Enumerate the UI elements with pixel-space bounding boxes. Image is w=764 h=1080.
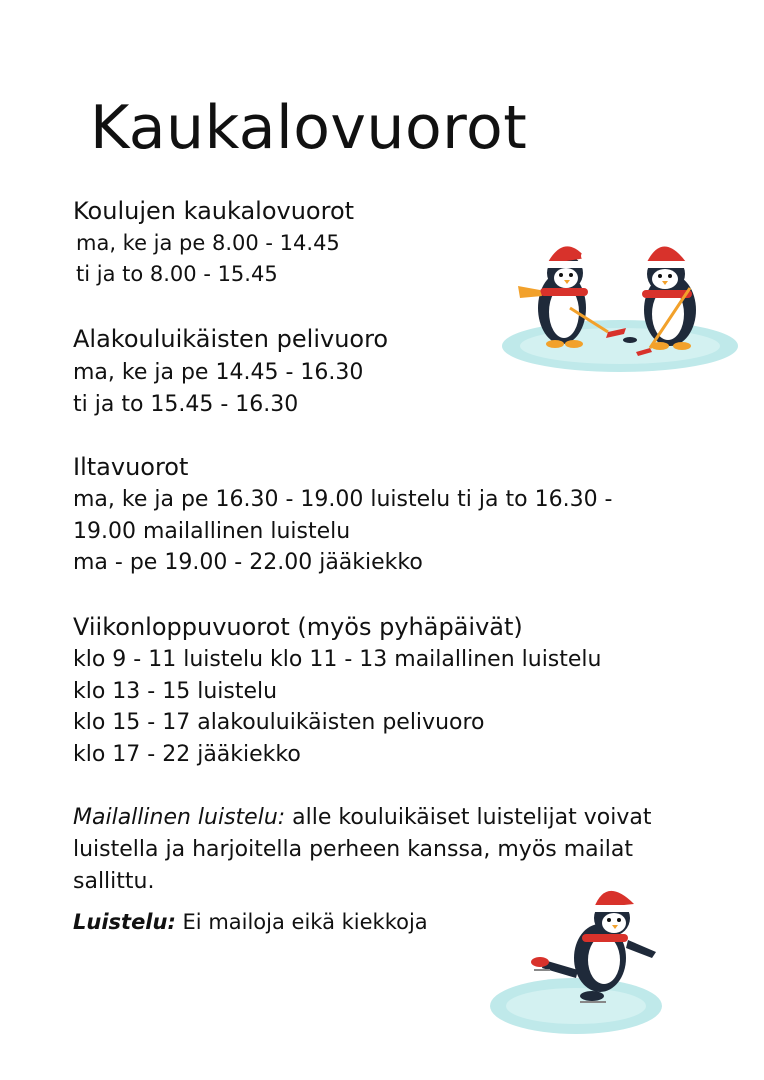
section-line: ma, ke ja pe 8.00 - 14.45 bbox=[76, 231, 340, 255]
note-mailallinen-text: alle kouluikäiset luistelijat voivat luistella ja harjoitella perheen kanssa, myös mailat sallittu. bbox=[73, 805, 652, 894]
note-mailallinen-label: Mailallinen luistelu: bbox=[73, 805, 286, 830]
note-luistelu-text: Ei mailoja eikä kiekkoja bbox=[175, 910, 428, 934]
section-heading-alakoulu: Alakouluikäisten pelivuoro bbox=[73, 325, 389, 353]
section-heading-ilta: Iltavuorot bbox=[73, 453, 189, 481]
section-line: klo 17 - 22 jääkiekko bbox=[73, 742, 301, 767]
section-line: ti ja to 15.45 - 16.30 bbox=[73, 392, 299, 417]
section-line: klo 13 - 15 luistelu bbox=[73, 679, 278, 704]
section-line: ma, ke ja pe 14.45 - 16.30 bbox=[73, 360, 364, 385]
section-line: klo 9 - 11 luistelu klo 11 - 13 mailallinen luistelu bbox=[73, 647, 602, 672]
note-luistelu-label: Luistelu: bbox=[73, 910, 176, 934]
section-heading-viikonloppu: Viikonloppuvuorot (myös pyhäpäivät) bbox=[73, 613, 523, 641]
section-line: ma - pe 19.00 - 22.00 jääkiekko bbox=[73, 550, 423, 575]
penguin-skating-icon bbox=[488, 878, 663, 1038]
section-line: klo 15 - 17 alakouluikäisten pelivuoro bbox=[73, 710, 485, 735]
page-title: Kaukalovuorot bbox=[90, 93, 528, 163]
note-luistelu bbox=[73, 910, 428, 934]
section-line: 19.00 mailallinen luistelu bbox=[73, 519, 351, 544]
section-heading-koulujen: Koulujen kaukalovuorot bbox=[73, 197, 355, 225]
section-line: ti ja to 8.00 - 15.45 bbox=[76, 262, 278, 286]
section-line: ma, ke ja pe 16.30 - 19.00 luistelu ti ja to 16.30 - bbox=[73, 487, 613, 512]
two-penguins-playing-hockey-icon bbox=[500, 228, 740, 373]
